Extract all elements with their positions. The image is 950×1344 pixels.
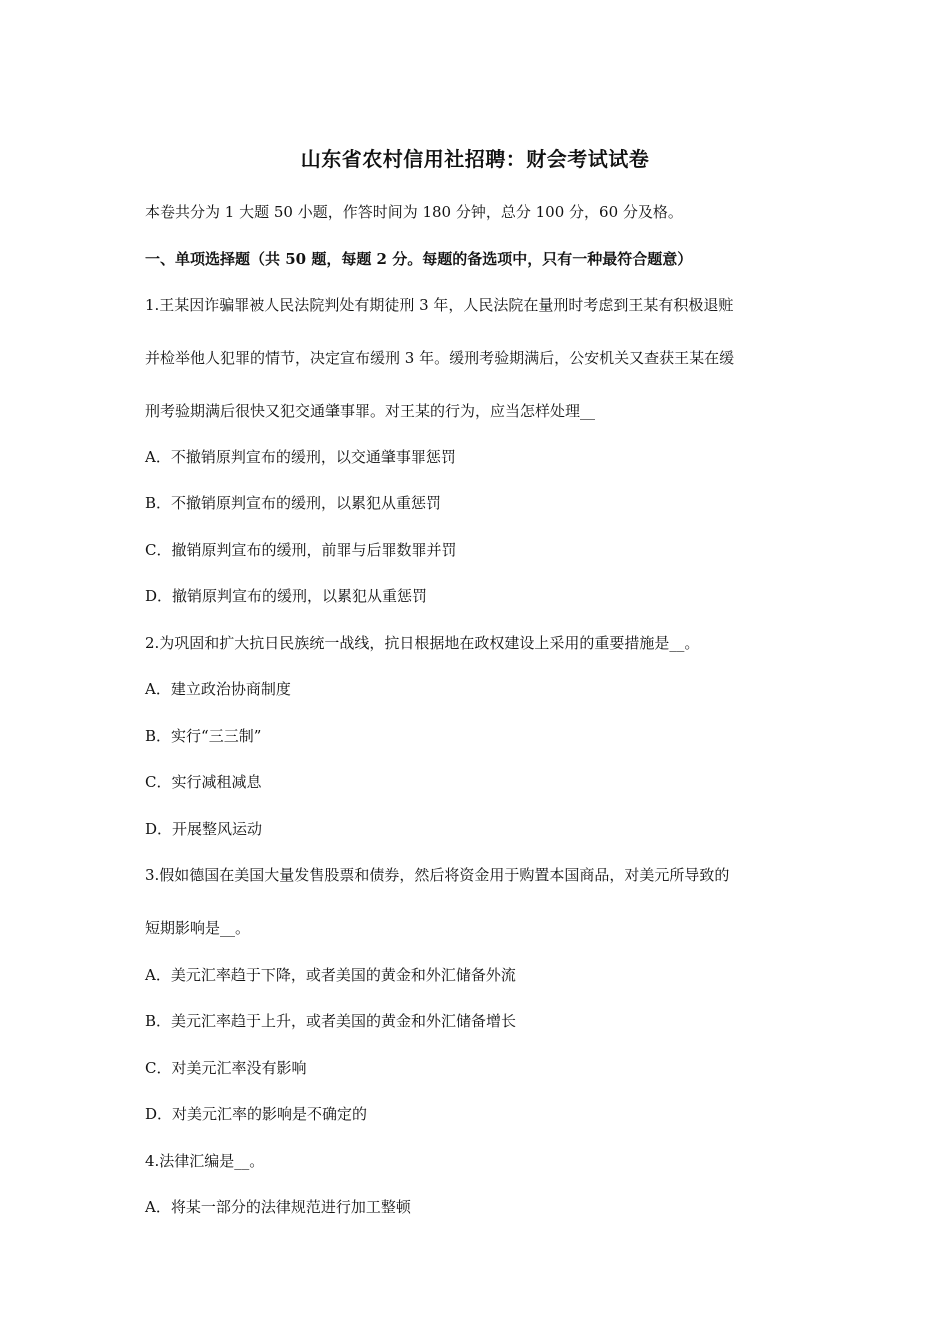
option-d: D．撤销原判宣布的缓刑，以累犯从重惩罚 [145, 587, 428, 605]
exam-intro: 本卷共分为 1 大题 50 小题，作答时间为 180 分钟，总分 100 分，60 分及格。 [145, 203, 683, 221]
option-d: D．开展整风运动 [145, 820, 263, 838]
option-c: C．撤销原判宣布的缓刑，前罪与后罪数罪并罚 [145, 541, 457, 559]
option-a: A．将某一部分的法律规范进行加工整顿 [145, 1198, 411, 1216]
option-c: C．实行减租减息 [145, 773, 262, 791]
option-d: D．对美元汇率的影响是不确定的 [145, 1105, 368, 1123]
question-stem-line: 3.假如德国在美国大量发售股票和债券，然后将资金用于购置本国商品，对美元所导致的 [145, 866, 730, 884]
question-stem-line: 刑考验期满后很快又犯交通肇事罪。对王某的行为，应当怎样处理__ [145, 402, 596, 420]
option-c: C．对美元汇率没有影响 [145, 1059, 307, 1077]
question-stem-line: 4.法律汇编是__。 [145, 1152, 265, 1170]
option-a: A．美元汇率趋于下降，或者美国的黄金和外汇储备外流 [145, 966, 516, 984]
question-stem-line: 1.王某因诈骗罪被人民法院判处有期徒刑 3 年，人民法院在量刑时考虑到王某有积极退赃 [145, 296, 734, 314]
question-stem-line: 2.为巩固和扩大抗日民族统一战线，抗日根据地在政权建设上采用的重要措施是__。 [145, 634, 700, 652]
option-b: B．美元汇率趋于上升，或者美国的黄金和外汇储备增长 [145, 1012, 517, 1030]
option-a: A．建立政治协商制度 [145, 680, 291, 698]
question-stem-line: 短期影响是__。 [145, 919, 251, 937]
option-b: B．实行“三三制” [145, 727, 262, 745]
option-b: B．不撤销原判宣布的缓刑，以累犯从重惩罚 [145, 494, 442, 512]
question-stem-line: 并检举他人犯罪的情节，决定宣布缓刑 3 年。缓刑考验期满后，公安机关又查获王某在缓 [145, 349, 735, 367]
option-a: A．不撤销原判宣布的缓刑，以交通肇事罪惩罚 [145, 448, 456, 466]
document-title: 山东省农村信用社招聘：财会考试试卷 [300, 147, 650, 171]
section-heading: 一、单项选择题（共 50 题，每题 2 分。每题的备选项中，只有一种最符合题意） [145, 250, 693, 268]
